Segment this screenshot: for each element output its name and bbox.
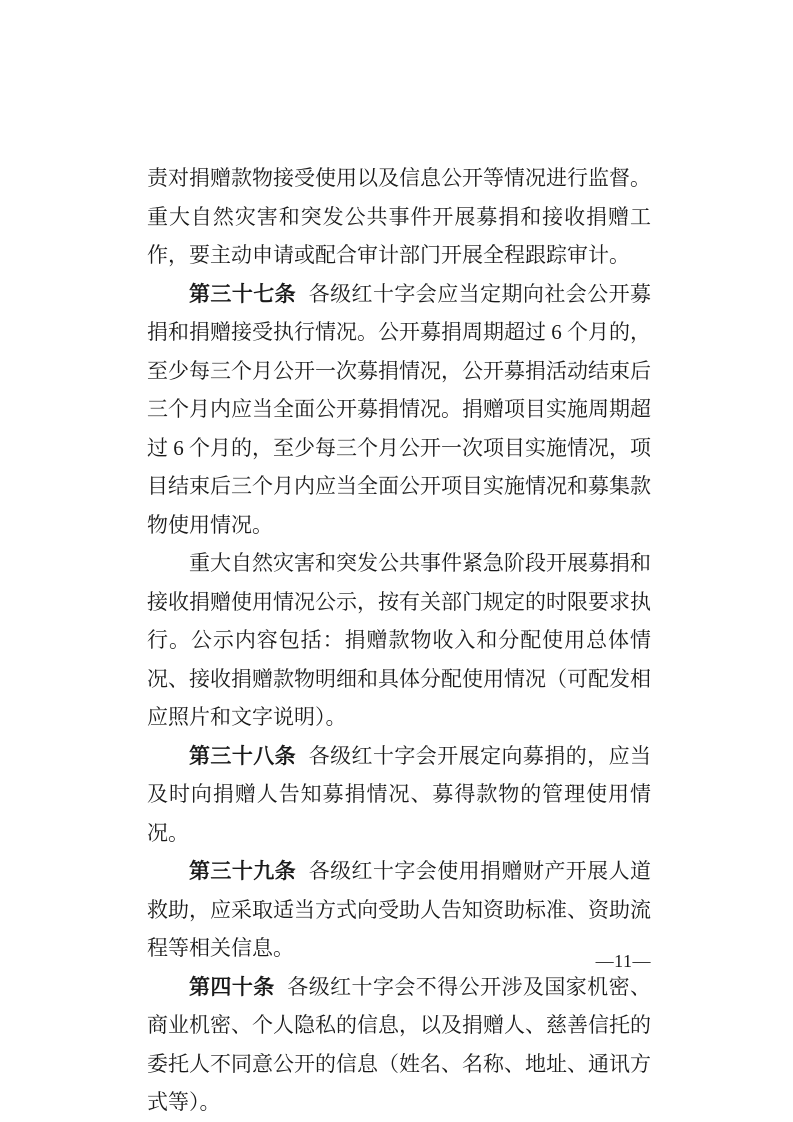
paragraph-text: 各级红十字会开展定向募捐的，应当及时向捐赠人告知募捐情况、募得款物的管理使用情况。 [147, 743, 652, 845]
page-number: —11— [595, 951, 651, 971]
paragraph-text: 各级红十字会不得公开涉及国家机密、商业机密、个人隐私的信息，以及捐赠人、慈善信托的委托人不同意公开的信息（姓名、名称、地址、通讯方式等）。 [147, 974, 652, 1114]
paragraph-article-40 [147, 968, 651, 1122]
paragraph-article-37 [147, 275, 651, 545]
paragraph-continuation [147, 159, 651, 275]
article-heading: 第四十条 [189, 974, 275, 999]
paragraph-text: 责对捐赠款物接受使用以及信息公开等情况进行监督。重大自然灾害和突发公共事件开展募捐和接收捐赠工作，要主动申请或配合审计部门开展全程跟踪审计。 [147, 166, 651, 267]
paragraph-article-37-supplement [147, 544, 651, 737]
paragraph-text: 各级红十字会应当定期向社会公开募捐和捐赠接受执行情况。公开募捐周期超过 6 个月的，至少每三个月公开一次募捐情况，公开募捐活动结束后三个月内应当全面公开募捐情况。捐赠项目实施周期超过 6 个月的，至少每三个月公开一次项目实施情况，项目结束后三个月内应当全面公开项目实施情况和募集款物使用情况。 [147, 281, 652, 537]
paragraph-article-38 [147, 737, 651, 853]
paragraph-text: 各级红十字会使用捐赠财产开展人道救助，应采取适当方式向受助人告知资助标准、资助流程等相关信息。 [147, 859, 652, 960]
article-heading: 第三十七条 [189, 281, 297, 306]
article-heading: 第三十九条 [189, 859, 297, 883]
paragraph-text: 重大自然灾害和突发公共事件紧急阶段开展募捐和接收捐赠使用情况公示，按有关部门规定的时限要求执行。公示内容包括：捐赠款物收入和分配使用总体情况、接收捐赠款物明细和具体分配使用情况（可配发相应照片和文字说明）。 [147, 551, 651, 729]
document-body [147, 159, 651, 1122]
article-heading: 第三十八条 [189, 743, 297, 768]
